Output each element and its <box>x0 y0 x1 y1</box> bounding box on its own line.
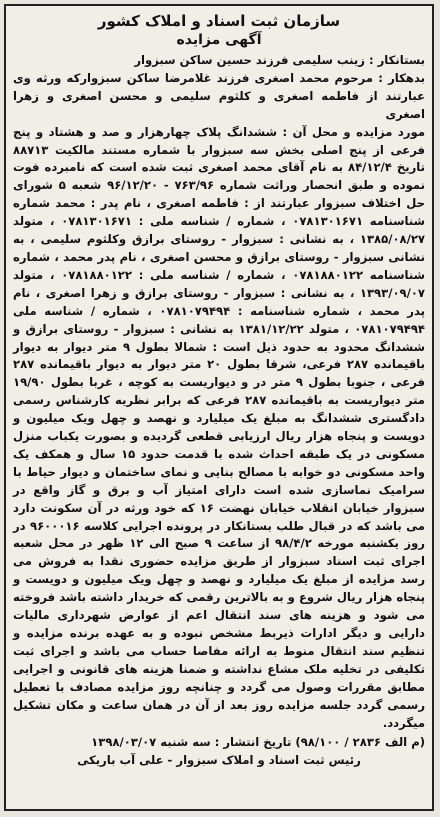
organization-title: سازمان ثبت اسناد و املاک کشور <box>97 12 341 30</box>
publication-code: (م الف ۲۸۳۶ / ۹۸/۱۰۰) تاریخ انتشار : سه شنبه ۱۳۹۸/۰۳/۰۷ <box>91 735 425 750</box>
auction-details: مورد مزایده و محل آن : ششدانگ پلاک چهارهزار و صد و هشتاد و پنج فرعی از پنج اصلی بخش سه سبزوار با شماره مستند مالکیت ۸۸۷۱۳ تاریخ ۸۴/۱۲/۴ به نام آقای محمد اصغری ثبت شده است که نامبرده فوت نموده و طبق انحصار وراثت شماره ۷۶۳/۹۶ - ۹۶/۱۲/۲۰ شعبه ۵ شورای حل اختلاف سبزوار عبارتند از : فاطمه اصغری ، نام پدر : محمد شماره شناسنامه ۰۷۸۱۳۰۱۶۷۱ ، شماره / شناسه ملی : ۰۷۸۱۳۰۱۶۷۱ ، متولد ۱۳۸۵/۰۸/۲۷ ، به نشانی : سبزوار - روستای برازق وکلثوم سلیمی ، به نشانی سبزوار - روستای برازق و محسن اصغری ، نام پدر محمد ، شماره شناسنامه ۰۷۸۱۸۸۰۱۲۲ ، شماره / شناسه ملی : ۰۷۸۱۸۸۰۱۲۲ ، متولد ۱۳۹۳/۰۹/۰۷ ، به نشانی : سبزوار - روستای برازق و زهرا اصغری ، نام پدر محمد ، شماره شناسنامه : ۰۷۸۱۰۷۹۴۹۴ ، شماره / شناسه ملی ۰۷۸۱۰۷۹۴۹۴ ، متولد ۱۳۸۱/۱۲/۲۲ به نشانی : سبزوار - روستای برازق و ششدانگ محدود به حدود ذیل است : شمالا بطول ۹ متر دیوار به دیوار باقیمانده ۲۸۷ فرعی، شرقا بطول ۲۰ متر دیوار به دیوار باقیمانده ۲۸۷ فرعی ، جنوبا بطول ۹ متر در و دیواریست به کوچه ، غربا بطول ۱۹/۹۰ متر دیواریست به باقیمانده ۲۸۷ فرعی که برابر نظریه کارشناس رسمی دادگستری ششدانگ به مبلغ یک میلیارد و نهصد و چهل ویک میلیون و دویست و پنجاه هزار ریال ارزیابی قطعی گردیده و بصورت یکباب منزل مسکونی در یک طبقه احداث شده با قدمت حدود ۱۵ سال و همکف یک واحد مسکونی دو خوابه با مصالح بنایی و نمای ساختمان و دیوار حیاط با سرامیک نماسازی شده است دارای امتیاز آب و برق و گاز واقع در سبزوار خیابان انقلاب خیابان نهضت ۱۶ که خود ورثه در آن سکونت دارد می باشد که در قبال طلب بستانکار در پرونده اجرایی کلاسه ۹۶۰۰۰۱۶ در روز یکشنبه مورخه ۹۸/۴/۲ از ساعت ۹ صبح الی ۱۲ ظهر در محل شعبه اجرای ثبت اسناد سبزوار از طریق مزایده حضوری نقدا به فروش می رسد مزایده از مبلغ یک میلیارد و نهصد و چهل ویک میلیون و دویست و پنجاه هزار ریال شروع و به بالاترین رقمی که خریدار داشته باشد فروخته می شود و هزینه های سند انتقال اعم از عوارض شهرداری مالیات دارایی و دیگر ادارات ذیربط مشخص نبوده و به عهده برنده مزایده و تنظیم سند انتقال منوط به ارائه مفاصا حساب می باشد و اجرای ثبت تکلیفی در تخلیه ملک مشاع نداشته و ضمنا هزینه های قانونی و اجرایی مطابق مقررات وصول می گردد و چنانچه روز مزایده مصادف با تعطیل رسمی گردد جلسه مزایده روز بعد از آن در همان ساعت و مکان تشکیل میگردد. <box>13 124 426 730</box>
signature-line: رئیس ثبت اسناد و املاک سبزوار - علی آب باریکی <box>77 753 361 768</box>
notice-body <box>13 52 425 732</box>
debtor-line: بدهکار : مرحوم محمد اصغری فرزند غلامرضا ساکن سبزوارکه ورثه وی عبارتند از فاطمه اصغری و کلثوم سلیمی و محسن اصغری و زهرا اصغری <box>13 70 425 121</box>
auction-notice <box>4 4 434 811</box>
creditor-line: بستانکار : زینب سلیمی فرزند حسین ساکن سبزوار <box>134 53 425 67</box>
notice-title: آگهی مزایده <box>176 32 262 48</box>
